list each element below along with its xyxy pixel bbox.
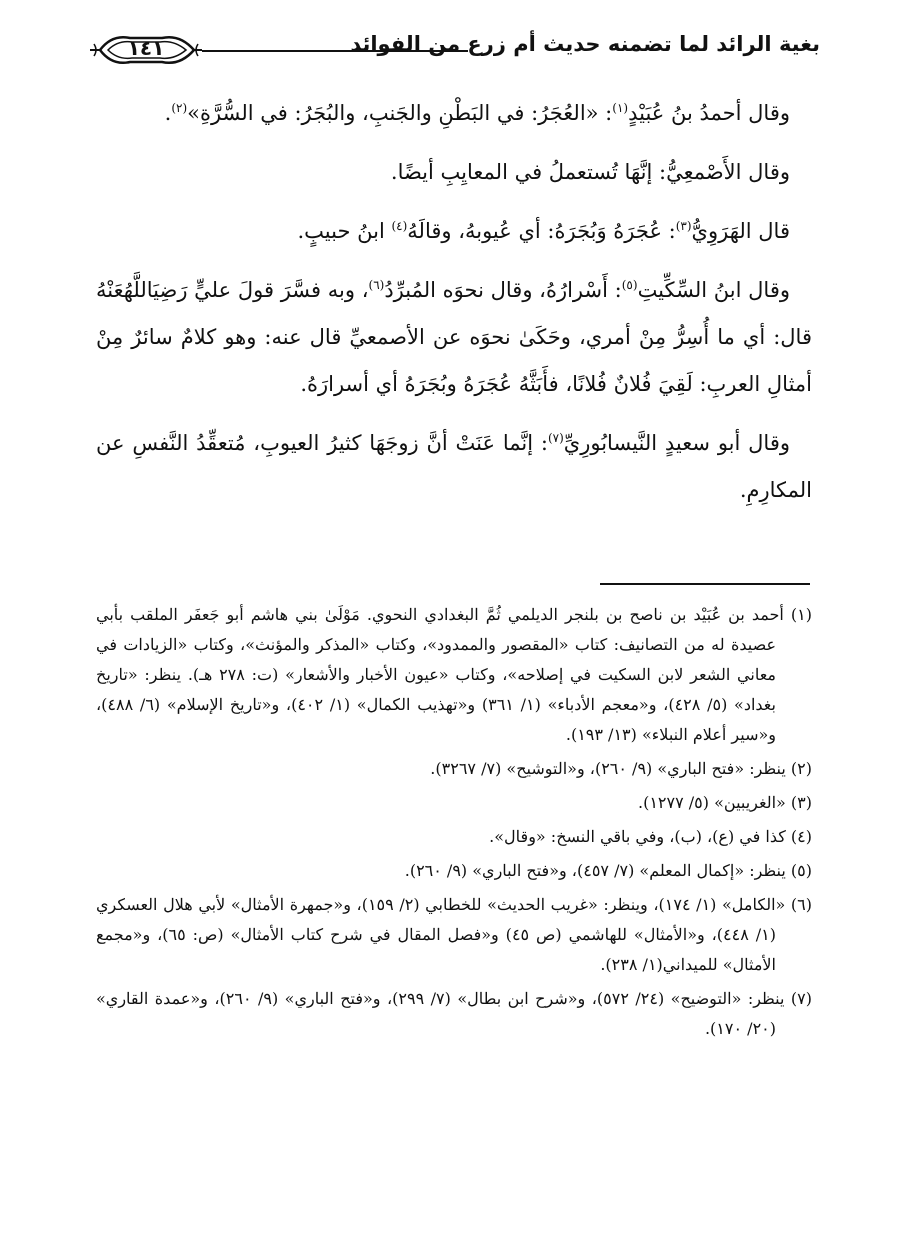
- text-run: : أَسْرارُهُ، وقال نحوَه المُبرِّدُ: [384, 278, 622, 302]
- footnote-1: (١) أحمد بن عُبَيْد بن ناصح بن بلنجر الديلمي ثُمَّ البغدادي النحوي. مَوْلَىٰ بني هاشم أبو جَعفَر الملقب بأبي عصيدة له من التصانيف: كتاب «المقصور والممدود»، وكتاب «المذكر والمؤنث»، وكتاب «الزيادات في معاني الشعر لابن السكيت في إصلاحه»، وكتاب «عيون الأخبار والأشعار» (ت: ٢٧٨ هـ). ينظر: «تاريخ بغداد» (٥/ ٤٢٨)، و«معجم الأدباء» (١/ ٣٦١) و«تهذيب الكمال» (١/ ٤٠٢)، و«تاريخ الإسلام» (٦/ ٤٨٨)، و«سير أعلام النبلاء» (١٣/ ١٩٣).: [96, 605, 812, 744]
- book-title: بغية الرائد لما تضمنه حديث أم زرع من الفوائد: [350, 32, 820, 56]
- footnote-2: (٢) ينظر: «فتح الباري» (٩/ ٢٦٠)، و«التوشيح» (٧/ ٣٢٦٧).: [430, 759, 812, 778]
- text-run: : إنَّما عَنَتْ أنَّ زوجَهَا كثيرُ العيوبِ، مُتعقِّدُ النَّفسِ عن المكارِمِ.: [96, 431, 812, 502]
- footnote-ref: (٣): [675, 219, 692, 233]
- text-run: .: [164, 101, 172, 125]
- footnote-5: (٥) ينظر: «إكمال المعلم» (٧/ ٤٥٧)، و«فتح الباري» (٩/ ٢٦٠).: [404, 861, 812, 880]
- main-text: [96, 90, 812, 526]
- header-rule: [202, 50, 468, 52]
- text-run: ، وبه فسَّرَ قولَ عليٍّ رَضِيَاللَّهُعَنْهُ قال: أي ما أُسِرُّ مِنْ أمري، وحَكَىٰ نحوَه عن الأصمعيِّ قال عنه: وهو كلامٌ سائرٌ مِنْ أمثالِ العربِ: لَقِيَ فُلانٌ فُلانًا، فأَبَثَّهُ عُجَرَهُ وبُجَرَهُ أي أسرارَهُ.: [96, 278, 812, 396]
- paragraph-harawi: [96, 208, 812, 255]
- text-run: ابنُ حبيبٍ.: [297, 219, 392, 243]
- text-run: وقال الأَصْمعِيُّ: إنَّهَا تُستعملُ في المعايِبِ أيضًا.: [390, 160, 790, 184]
- text-run: قال الهَرَوِيُّ: [691, 219, 790, 243]
- footnote-3: (٣) «الغريبين» (٥/ ١٢٧٧).: [637, 793, 812, 812]
- text-run: وقال ابنُ السِّكِّيتِ: [637, 278, 790, 302]
- paragraph-ahmad: [96, 90, 812, 137]
- page-number: ١٤١: [127, 36, 165, 60]
- footnote-4: (٤) كذا في (ع)، (ب)، وفي باقي النسخ: «وقال».: [489, 827, 812, 846]
- paragraph-asmai: [96, 149, 812, 196]
- footnote-separator: [600, 583, 810, 585]
- text-run: وقال أحمدُ بنُ عُبَيْدٍ: [628, 101, 790, 125]
- text-run: وقال أبو سعيدٍ النَّيسابُورِيِّ: [563, 431, 790, 455]
- footnote-ref: (٧): [547, 431, 564, 445]
- running-header: [90, 30, 820, 70]
- page-number-badge: [90, 30, 202, 70]
- paragraph-naysaburi: [96, 420, 812, 514]
- footnote-7: (٧) ينظر: «التوضيح» (٢٤/ ٥٧٢)، و«شرح ابن بطال» (٧/ ٢٩٩)، و«فتح الباري» (٩/ ٢٦٠)، و«عمدة القاري» (٢٠/ ١٧٠).: [96, 989, 813, 1038]
- footnote-ref: (٥): [621, 278, 638, 292]
- text-run: : عُجَرَهُ وَبُجَرَهُ: أي عُيوبهُ، وقالَهُ: [407, 219, 676, 243]
- footnotes: [96, 600, 812, 1048]
- footnote-ref: (٤): [391, 219, 408, 233]
- footnote-ref: (١): [612, 101, 629, 115]
- text-run: : «العُجَرُ: في البَطْنِ والجَنبِ، والبُجَرُ: في السُّرَّةِ»: [187, 101, 613, 125]
- footnote-ref: (٦): [368, 278, 385, 292]
- paragraph-sikkit: [96, 267, 812, 408]
- footnote-6: (٦) «الكامل» (١/ ١٧٤)، وينظر: «غريب الحديث» للخطابي (٢/ ١٥٩)، و«جمهرة الأمثال» لأبي هلال العسكري (١/ ٤٤٨)، و«الأمثال» للهاشمي (ص ٤٥) و«فصل المقال في شرح كتاب الأمثال» (ص: ٦٥)، و«مجمع الأمثال» للميداني(١/ ٢٣٨).: [96, 895, 813, 974]
- footnote-ref: (٢): [171, 101, 188, 115]
